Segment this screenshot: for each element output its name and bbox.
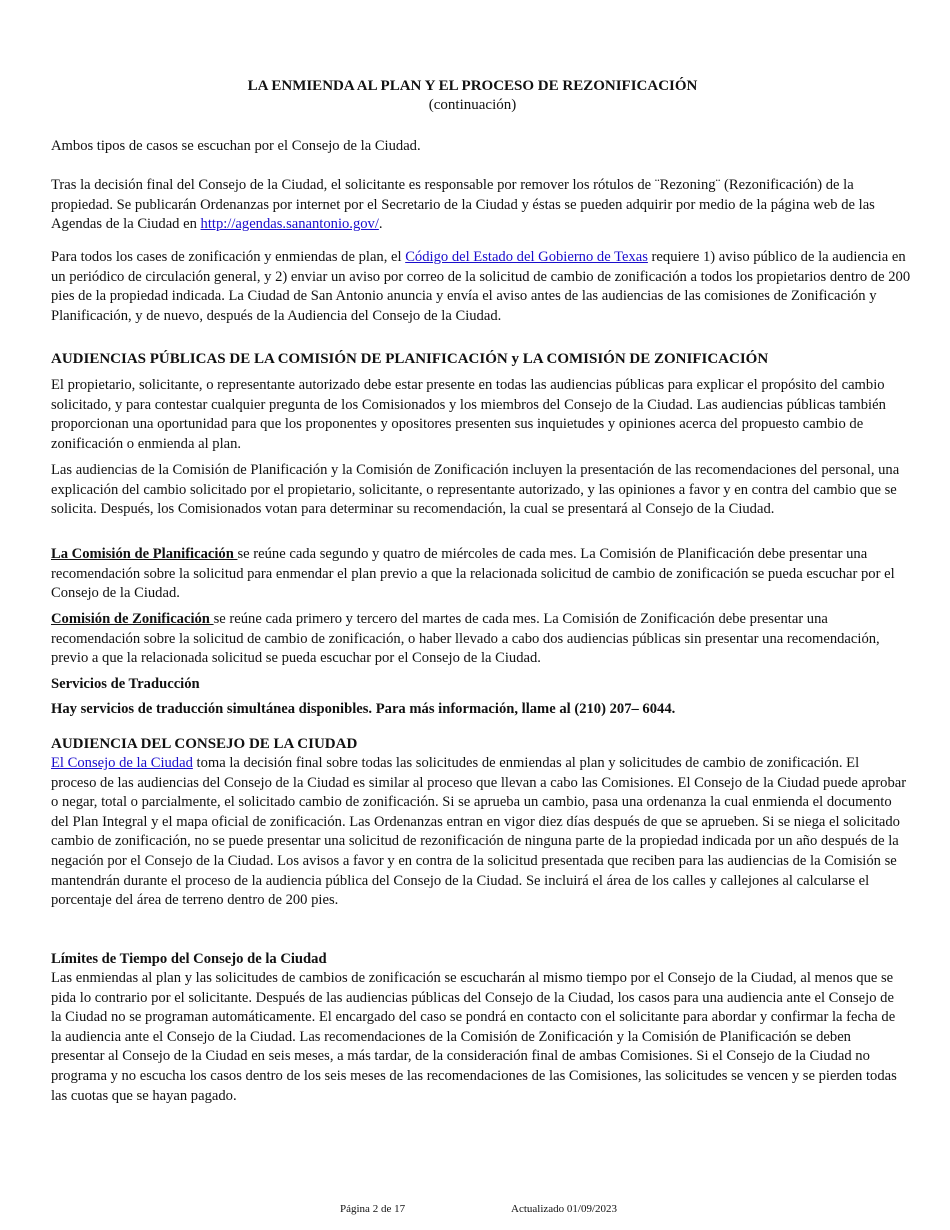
council-hearing-heading: AUDIENCIA DEL CONSEJO DE LA CIUDAD — [51, 736, 358, 752]
public-hearings-paragraph-2: Las audiencias de la Comisión de Planificación y la Comisión de Zonificación incluyen la presentación de las recomendaciones del personal, una explicación del cambio solicitado por el propietario, solicitante, o representante autorizado, y las opiniones a favor y en contra del cambio que se solicita. Después, los Comisionados votan para determinar su recomendación, la cual se presentará al Consejo de la Ciudad. — [51, 462, 900, 518]
time-limits-paragraph: Las enmiendas al plan y las solicitudes de cambios de zonificación se escucharán al mismo tiempo por el Consejo de la Ciudad, al menos que se pida lo contrario por el solicitante. Después de las audiencias públicas del Consejo de la Ciudad, los casos para una audiencia ante el Consejo de la Ciudad no se programan automáticamente. El encargado del caso se pondrá en contacto con el solicitante para abordar y confirmar la fecha de la audiencia ante el Consejo de la Ciudad. Las recomendaciones de la Comisión de Zonificación y la Comisión de Planificación se deben presentar al Consejo de la Ciudad en seis meses, a más tardar, de la consideración final de ambas Comisiones. Si el Consejo de la Ciudad no programa y no escucha los casos dentro de los seis meses de las recomendaciones de las Comisiones, las solicitudes se vencen y se pierden todas las cuotas que se hayan pagado. — [51, 970, 897, 1104]
intro-paragraph-2-text: Tras la decisión final del Consejo de la Ciudad, el solicitante es responsable por remover los rótulos de ¨Rezoning¨ (Rezonificación) de la propiedad. Se publicarán Ordenanzas por internet por el Secretario de la Ciudad y éstas se pueden adquirir por medio de la página web de las Agendas de la Ciudad en — [51, 177, 875, 233]
intro-paragraph-3 — [51, 248, 919, 326]
zoning-commission-paragraph — [51, 610, 891, 669]
intro-paragraph-3-start: Para todos los cases de zonificación y enmiendas de plan, el — [51, 249, 406, 265]
council-hearing-paragraph — [51, 754, 907, 911]
intro-paragraph-3-rest: requiere 1) aviso público de la audiencia en un periódico de circulación general, y 2) enviar un aviso por correo de la solicitud de cambio de zonificación a todos los propietarios dentro de 200 pies de la propiedad indicada. La Ciudad de San Antonio anuncia y envía el aviso antes de las audiencias de las comisiones de Zonificación y Planificación, y de nuevo, después de la Audiencia del Consejo de la Ciudad. — [51, 249, 911, 324]
planning-commission-text: se reúne cada segundo y quatro de miércoles de cada mes. La Comisión de Planificación debe presentar una recomendación sobre la solicitud para enmendar el plan previo a que la relacionada solicitud de cambio de zonificación se pueda escuchar por el Consejo de la Ciudad. — [51, 546, 895, 602]
page-number: Página 2 de 17 — [340, 1203, 406, 1215]
updated-date: Actualizado 01/09/2023 — [511, 1203, 618, 1215]
zoning-commission-text: se reúne cada primero y tercero del martes de cada mes. La Comisión de Zonificación debe presentar una recomendación sobre la solicitud de cambio de zonificación, o haber llevado a cabo dos audiencias públicas sin presentar una recomendación, previo a que la relacionada solicitud se pueda escuchar por el Consejo de la Ciudad. — [51, 611, 880, 667]
city-council-link[interactable]: El Consejo de la Ciudad — [51, 755, 193, 771]
public-hearings-heading: AUDIENCIAS PÚBLICAS DE LA COMISIÓN DE PLANIFICACIÓN y LA COMISIÓN DE ZONIFICACIÓN — [51, 351, 769, 367]
translation-text: Hay servicios de traducción simultánea disponibles. Para más información, llame al (210) 207– 6044. — [51, 701, 676, 717]
planning-commission-paragraph — [51, 545, 905, 604]
intro-paragraph-2-end: . — [378, 216, 383, 233]
page-subtitle: (continuación) — [428, 97, 517, 113]
council-hearing-text: toma la decisión final sobre todas las solicitudes de enmiendas al plan y solicitudes de cambio de zonificación. El proceso de las audiencias del Consejo de la Ciudad es similar al proceso que llevan a cabo las Comisiones. El Consejo de la Ciudad puede aprobar o negar, total o parcialmente, el solicitado cambio de zonificación. Si se aprueba un cambio, pasa una ordenanza la cual enmienda el documento del Plan Integral y el mapa oficial de zonificación. Las Ordenanzas entran en vigor diez días después de que se aprueben. Si se niega el solicitado cambio de zonificación, no se puede presentar una solicitud de rezonificación de ninguna parte de la propiedad indicada por un año después de la negación por el Consejo de la Ciudad. Los avisos a favor y en contra de la solicitud presentada que reciben para las audiencias de la Comisión se mantendrán durante el proceso de la audiencia pública del Consejo de la Ciudad. Se incluirá el área de los calles y callejones al calcularse el porcentaje del área de terreno dentro de 200 pies. — [51, 755, 907, 909]
planning-commission-label: La Comisión de Planificación — [51, 546, 238, 562]
time-limits-heading: Límites de Tiempo del Consejo de la Ciudad — [51, 951, 327, 967]
texas-code-link[interactable]: Código del Estado del Gobierno de Texas — [405, 249, 648, 265]
zoning-commission-label: Comisión de Zonificación — [51, 611, 214, 627]
translation-heading: Servicios de Traducción — [51, 676, 200, 692]
intro-paragraph-2 — [51, 176, 915, 235]
page-title: LA ENMIENDA AL PLAN Y EL PROCESO DE REZONIFICACIÓN — [247, 78, 698, 94]
page-header — [0, 77, 945, 115]
agendas-link[interactable]: http://agendas.sanantonio.gov/ — [200, 216, 379, 233]
public-hearings-paragraph-1: El propietario, solicitante, o representante autorizado debe estar presente en todas las audiencias públicas para explicar el propósito del cambio solicitado, y para contestar cualquier pregunta de los Comisionados y los miembros del Consejo de la Ciudad. Las audiencias públicas también proporcionan una oportunidad para que los proponentes y opositores presenten sus inquietudes y opiniones acerca del propuesto cambio de zonificación o enmienda al plan. — [51, 377, 886, 452]
intro-paragraph-1: Ambos tipos de casos se escuchan por el Consejo de la Ciudad. — [51, 138, 421, 154]
